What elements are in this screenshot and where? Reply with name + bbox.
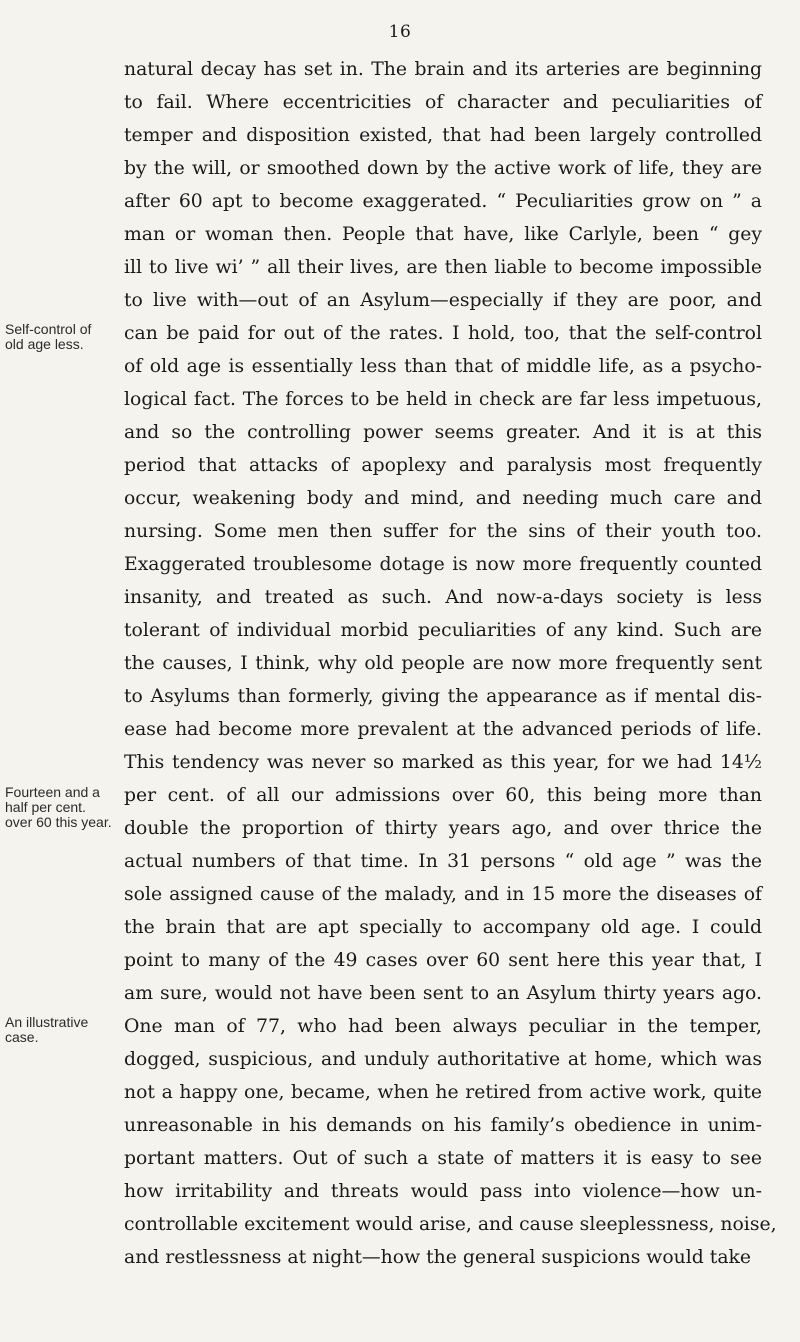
text-line: tolerant of individual morbid peculiarities of any kind. Such are	[124, 620, 762, 641]
text-line: the causes, I think, why old people are now more frequently sent	[124, 653, 762, 674]
text-line: controllable excitement would arise, and cause sleeplessness, noise,	[124, 1214, 777, 1235]
text-line: by the will, or smoothed down by the active work of life, they are	[124, 158, 762, 179]
text-line: and restlessness at night—how the general suspicions would take	[124, 1247, 752, 1268]
text-line: after 60 apt to become exaggerated. “ Peculiarities grow on ” a	[124, 191, 762, 212]
text-line: to live with—out of an Asylum—especially if they are poor, and	[124, 290, 762, 311]
text-line: man or woman then. People that have, like Carlyle, been “ gey	[124, 224, 762, 245]
text-line: and so the controlling power seems greater. And it is at this	[124, 422, 762, 443]
text-line: not a happy one, became, when he retired from active work, quite	[124, 1082, 762, 1103]
margin-note-line: old age less.	[5, 336, 84, 352]
text-line: per cent. of all our admissions over 60, this being more than	[124, 785, 762, 806]
text-line: period that attacks of apoplexy and paralysis most frequently	[124, 455, 762, 476]
margin-note-line: case.	[5, 1029, 39, 1045]
text-line: sole assigned cause of the malady, and in 15 more the diseases of	[124, 884, 762, 905]
text-line: to Asylums than formerly, giving the appearance as if mental dis-	[124, 686, 762, 707]
text-line: am sure, would not have been sent to an Asylum thirty years ago.	[124, 983, 762, 1004]
text-line: One man of 77, who had been always peculiar in the temper,	[124, 1016, 762, 1037]
margin-note-line: An illustrative	[5, 1014, 89, 1030]
text-line: occur, weakening body and mind, and needing much care and	[124, 488, 762, 509]
margin-note-line: Self-control of	[5, 321, 92, 337]
text-line: ease had become more prevalent at the advanced periods of life.	[124, 719, 762, 740]
text-line: Exaggerated troublesome dotage is now more frequently counted	[124, 554, 762, 575]
text-line: nursing. Some men then suffer for the sins of their youth too.	[124, 521, 762, 542]
text-line: insanity, and treated as such. And now-a-days society is less	[124, 587, 762, 608]
text-line: natural decay has set in. The brain and its arteries are beginning	[124, 59, 762, 80]
margin-note-line: over 60 this year.	[5, 814, 112, 830]
page-number: 16	[388, 22, 412, 42]
text-line: can be paid for out of the rates. I hold, too, that the self-control	[124, 323, 762, 344]
text-line: This tendency was never so marked as this year, for we had 14½	[124, 752, 762, 773]
margin-note-line: Fourteen and a	[5, 784, 100, 800]
text-line: of old age is essentially less than that of middle life, as a psycho-	[124, 356, 762, 377]
text-line: dogged, suspicious, and unduly authoritative at home, which was	[124, 1049, 762, 1070]
margin-note-self-control	[5, 322, 123, 352]
text-line: actual numbers of that time. In 31 persons “ old age ” was the	[124, 851, 762, 872]
text-line: how irritability and threats would pass into violence—how un-	[124, 1181, 762, 1202]
margin-note-line: half per cent.	[5, 799, 86, 815]
text-line: to fail. Where eccentricities of character and peculiarities of	[124, 92, 762, 113]
text-line: the brain that are apt specially to accompany old age. I could	[124, 917, 762, 938]
text-line: unreasonable in his demands on his family’s obedience in unim-	[124, 1115, 762, 1136]
text-line: portant matters. Out of such a state of matters it is easy to see	[124, 1148, 762, 1169]
text-line: temper and disposition existed, that had been largely controlled	[124, 125, 762, 146]
text-line: logical fact. The forces to be held in check are far less impetuous,	[124, 389, 762, 410]
margin-note-fourteen-percent	[5, 785, 123, 830]
text-line: point to many of the 49 cases over 60 sent here this year that, I	[124, 950, 762, 971]
text-line: double the proportion of thirty years ago, and over thrice the	[124, 818, 762, 839]
text-line: ill to live wi’ ” all their lives, are then liable to become impossible	[124, 257, 762, 278]
margin-note-illustrative-case	[5, 1015, 123, 1045]
